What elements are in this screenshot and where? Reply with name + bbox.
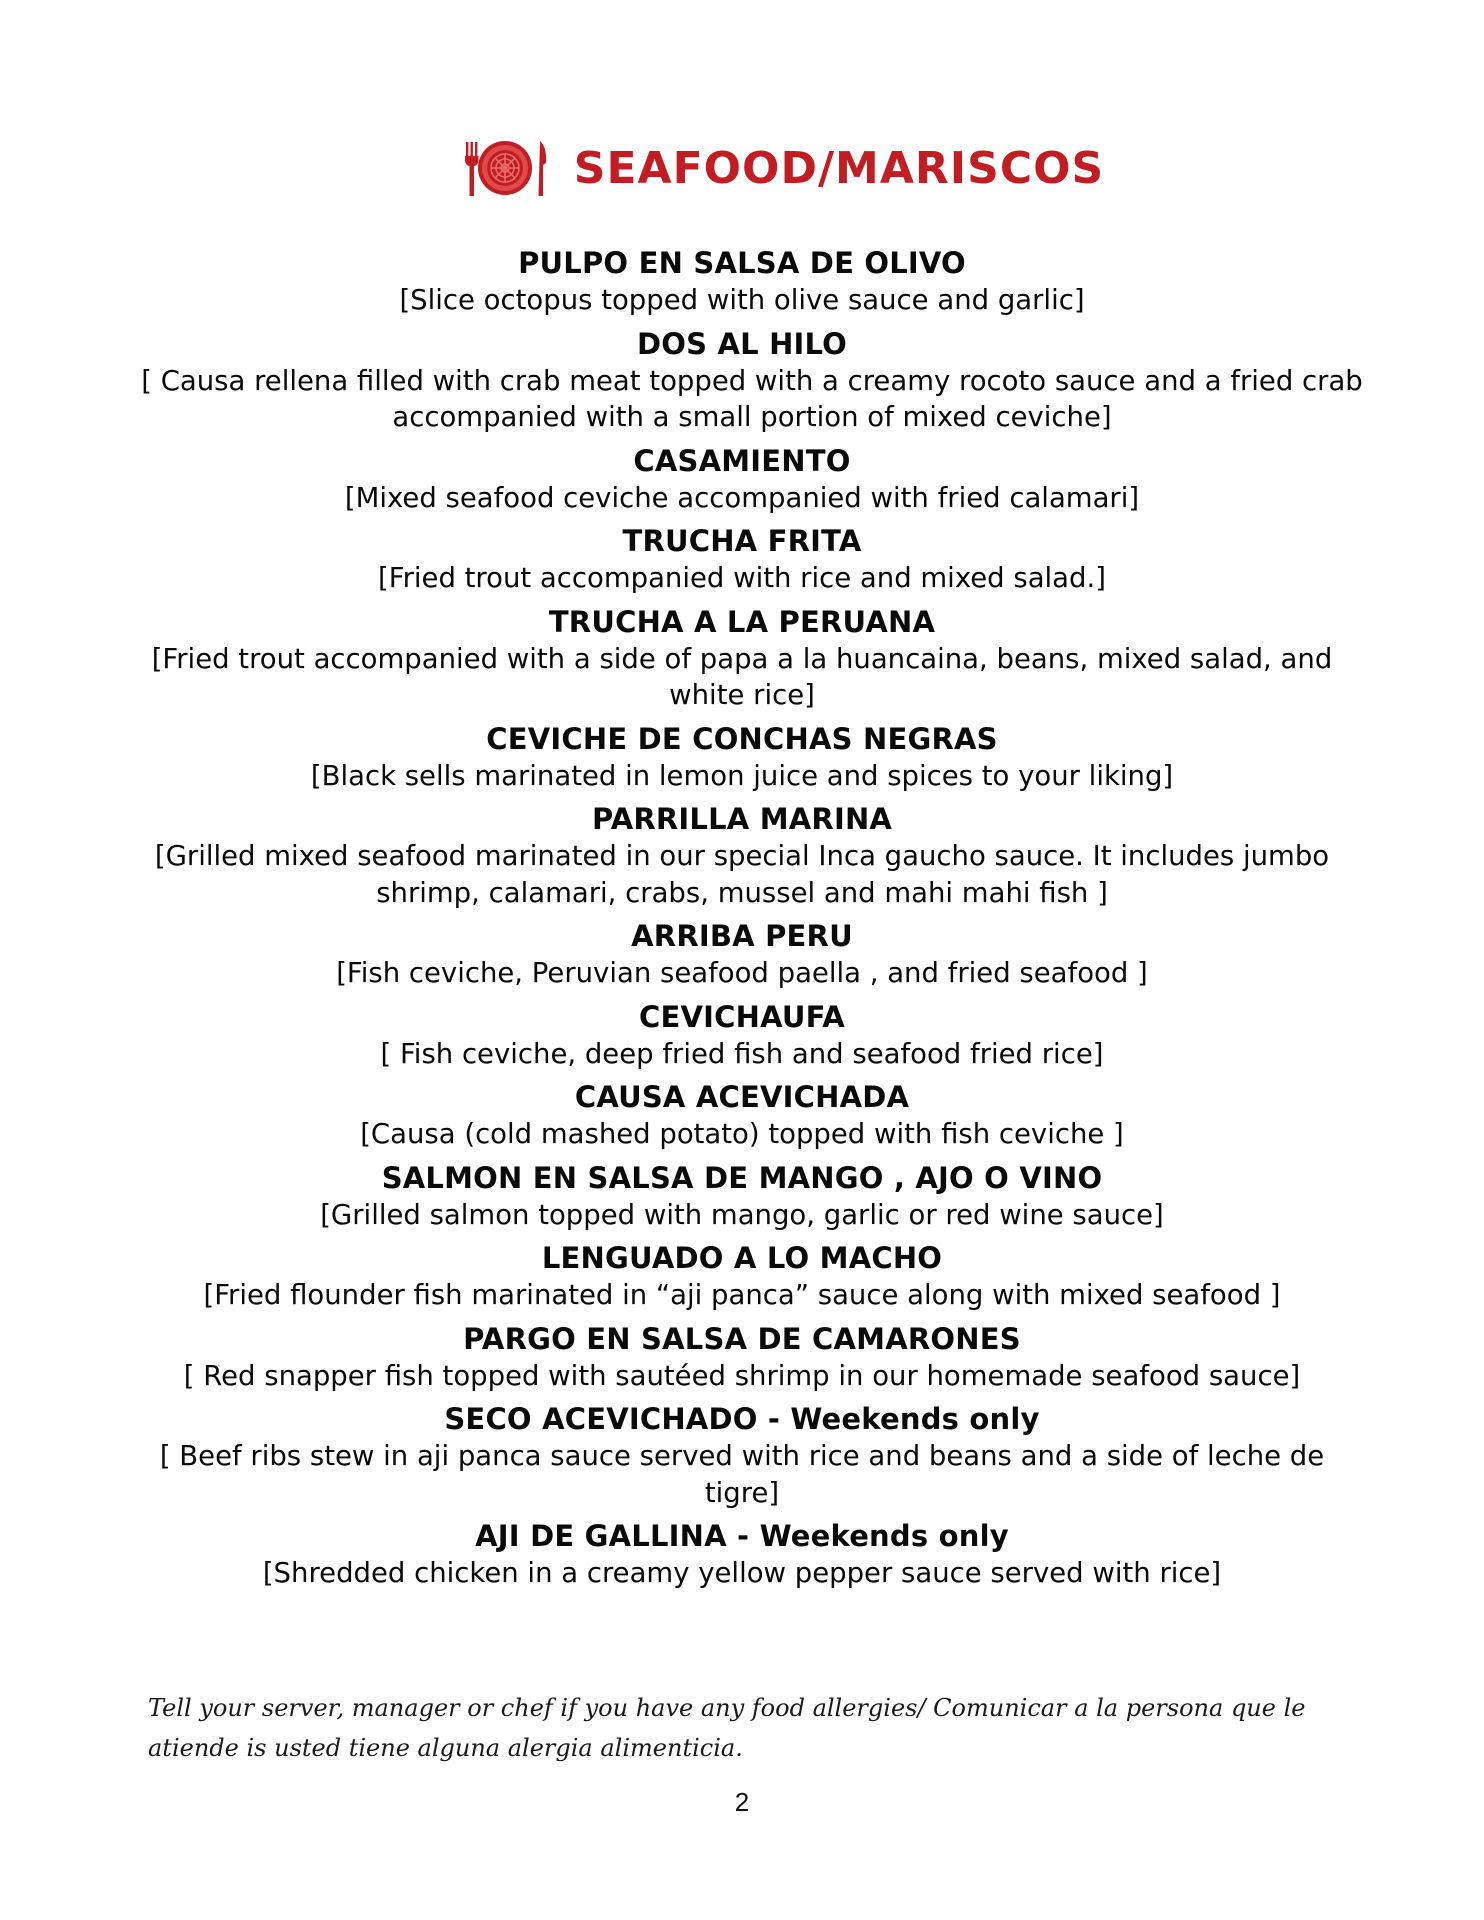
allergy-note: Tell your server, manager or chef if you have any food allergies/ Comunicar a la persona que le atiende is usted tiene alguna alergia alimenticia. [148, 1694, 1306, 1762]
menu-item [0, 1400, 1484, 1511]
item-name: SECO ACEVICHADO - Weekends only [444, 1402, 1040, 1436]
item-description: [Fried trout accompanied with a side of papa a la huancaina, beans, mixed salad, and white rice] [151, 642, 1333, 711]
item-name: AJI DE GALLINA - Weekends only [475, 1519, 1009, 1553]
item-name: LENGUADO A LO MACHO [541, 1241, 943, 1275]
menu-item [0, 1239, 1484, 1314]
item-description: [Fish ceviche, Peruvian seafood paella , and fried seafood ] [336, 957, 1148, 989]
menu-item [0, 442, 1484, 517]
menu-item [0, 1320, 1484, 1395]
item-description: [ Red snapper fish topped with sautéed shrimp in our homemade seafood sauce] [183, 1359, 1301, 1392]
item-description: [Causa (cold mashed potato) topped with fish ceviche ] [360, 1118, 1124, 1150]
menu-item [0, 1078, 1484, 1153]
menu-item [0, 522, 1484, 597]
item-name: PARRILLA MARINA [591, 802, 893, 836]
item-description: [Fried flounder fish marinated in “aji panca” sauce along with mixed seafood ] [203, 1279, 1281, 1311]
plate-fork-knife-icon [460, 136, 550, 200]
item-name: CASAMIENTO [633, 443, 851, 478]
item-description: [Shredded chicken in a creamy yellow pepper sauce served with rice] [262, 1557, 1222, 1589]
item-description: [Black sells marinated in lemon juice and spices to your liking] [310, 759, 1174, 792]
page-title: SEAFOOD/MARISCOS [573, 142, 1105, 194]
menu-item [0, 917, 1484, 992]
item-description: [Grilled salmon topped with mango, garlic or red wine sauce] [320, 1198, 1164, 1231]
item-name: SALMON EN SALSA DE MANGO , AJO O VINO [381, 1160, 1103, 1195]
item-description: [Fried trout accompanied with rice and mixed salad.] [378, 562, 1106, 594]
item-description: [Slice octopus topped with olive sauce and garlic] [399, 284, 1085, 316]
item-description: [ Beef ribs stew in aji panca sauce served with rice and beans and a side of leche de tigre] [159, 1440, 1325, 1509]
item-name: CAUSA ACEVICHADA [574, 1080, 910, 1114]
item-description: [ Fish ceviche, deep fried fish and seafood fried rice] [380, 1037, 1104, 1070]
item-name: DOS AL HILO [636, 326, 848, 361]
menu-item [0, 244, 1484, 319]
item-name: PULPO EN SALSA DE OLIVO [518, 246, 966, 280]
item-name: CEVICHE DE CONCHAS NEGRAS [486, 721, 998, 756]
item-description: [Mixed seafood ceviche accompanied with fried calamari] [344, 481, 1140, 514]
item-name: ARRIBA PERU [631, 919, 853, 953]
item-name: TRUCHA FRITA [622, 524, 862, 558]
item-description: [ Causa rellena filled with crab meat topped with a creamy rocoto sauce and a fried crab accompanied with a small portion of mixed ceviche] [141, 364, 1363, 433]
menu-list [0, 244, 1484, 1598]
menu-item [0, 1517, 1484, 1592]
menu-item [0, 325, 1484, 436]
item-description: [Grilled mixed seafood marinated in our special Inca gaucho sauce. It includes jumbo shrimp, calamari, crabs, mussel and mahi mahi fish ] [154, 840, 1330, 909]
page-header [0, 128, 1484, 208]
item-name: TRUCHA A LA PERUANA [548, 604, 936, 639]
page-number: 2 [734, 1787, 750, 1817]
menu-item [0, 998, 1484, 1073]
menu-item [0, 720, 1484, 795]
menu-item [0, 1159, 1484, 1234]
item-name: PARGO EN SALSA DE CAMARONES [463, 1321, 1021, 1356]
menu-item [0, 800, 1484, 911]
menu-item [0, 603, 1484, 714]
item-name: CEVICHAUFA [639, 999, 845, 1034]
